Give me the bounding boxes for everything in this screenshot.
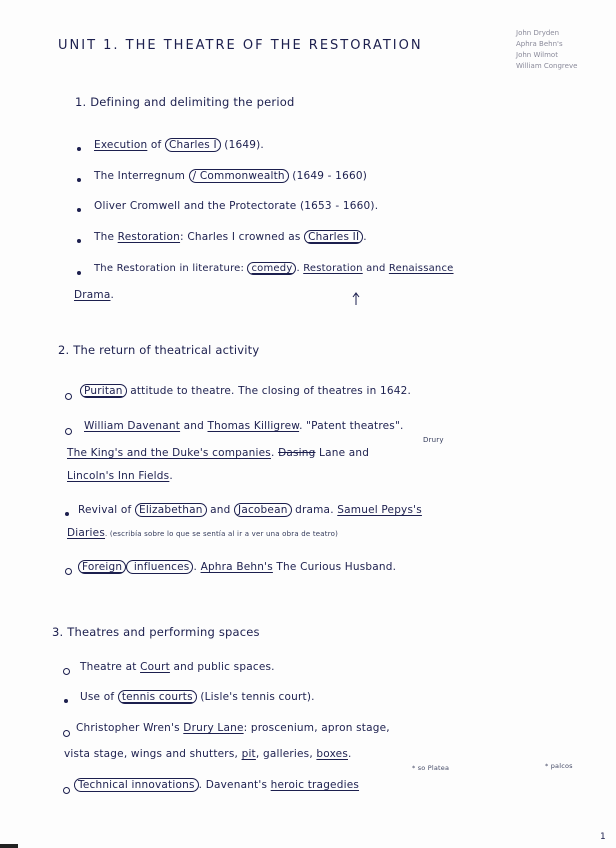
list-item: Execution of Charles I (1649).: [94, 139, 264, 151]
list-item: Foreign influences . Aphra Behn's The Curious Husband.: [78, 561, 396, 573]
list-item: The Interregnum / Commonwealth (1649 - 1660): [94, 170, 368, 182]
list-item-continuation: Drama.: [74, 289, 115, 301]
author-name: William Congreve: [516, 62, 578, 70]
author-name: Aphra Behn's: [516, 40, 563, 48]
section-heading: 1. Defining and delimiting the period: [75, 95, 295, 109]
bullet-circle: [65, 393, 72, 400]
annotation-drury: Drury: [423, 436, 444, 444]
author-name: John Wilmot: [516, 51, 558, 59]
bullet-dot: [64, 699, 68, 703]
bullet-circle: [63, 787, 70, 794]
author-name: John Dryden: [516, 29, 560, 37]
bullet-circle: [65, 428, 72, 435]
page-number: 1: [600, 832, 606, 842]
authors-note: [516, 28, 577, 72]
bullet-circle: [65, 568, 72, 575]
list-item: William Davenant and Thomas Killigrew. "Patent theatres".: [84, 420, 404, 432]
list-item: The Restoration: Charles I crowned as Charles II .: [94, 231, 367, 243]
list-item-continuation: The King's and the Duke's companies. Dasing Lane and: [67, 447, 370, 459]
page-title: UNIT 1. THE THEATRE OF THE RESTORATION: [58, 38, 423, 53]
bullet-dot: [77, 208, 81, 212]
list-item: Oliver Cromwell and the Protectorate (1653 - 1660).: [94, 200, 379, 212]
bullet-circle: [63, 668, 70, 675]
list-item: The Restoration in literature: comedy . Restoration and Renaissance: [94, 263, 454, 274]
scan-mark: [0, 844, 18, 848]
section-heading: 2. The return of theatrical activity: [58, 343, 260, 357]
list-item-continuation: vista stage, wings and shutters, pit, galleries, boxes.: [64, 748, 352, 760]
annotation-palcos: * palcos: [545, 762, 573, 770]
list-item: Use of tennis courts (Lisle's tennis court).: [80, 691, 315, 703]
list-item: Revival of Elizabethan and Jacobean drama. Samuel Pepys's: [78, 504, 422, 516]
annotation-platea: * so Platea: [412, 764, 450, 772]
bullet-dot: [77, 178, 81, 182]
list-item: Puritan attitude to theatre. The closing of theatres in 1642.: [80, 385, 411, 397]
bullet-dot: [77, 239, 81, 243]
list-item-continuation: Lincoln's Inn Fields.: [67, 470, 173, 482]
bullet-dot: [77, 271, 81, 275]
bullet-circle: [63, 730, 70, 737]
list-item: Technical innovations . Davenant's heroic tragedies: [74, 779, 359, 791]
arrow-up-icon: [351, 292, 361, 306]
bullet-dot: [65, 512, 69, 516]
list-item-continuation: Diaries. (escribía sobre lo que se sentía al ir a ver una obra de teatro): [67, 527, 339, 539]
list-item: Theatre at Court and public spaces.: [80, 661, 275, 673]
list-item: Christopher Wren's Drury Lane: proscenium, apron stage,: [76, 722, 390, 734]
bullet-dot: [77, 147, 81, 151]
section-heading: 3. Theatres and performing spaces: [52, 625, 260, 639]
